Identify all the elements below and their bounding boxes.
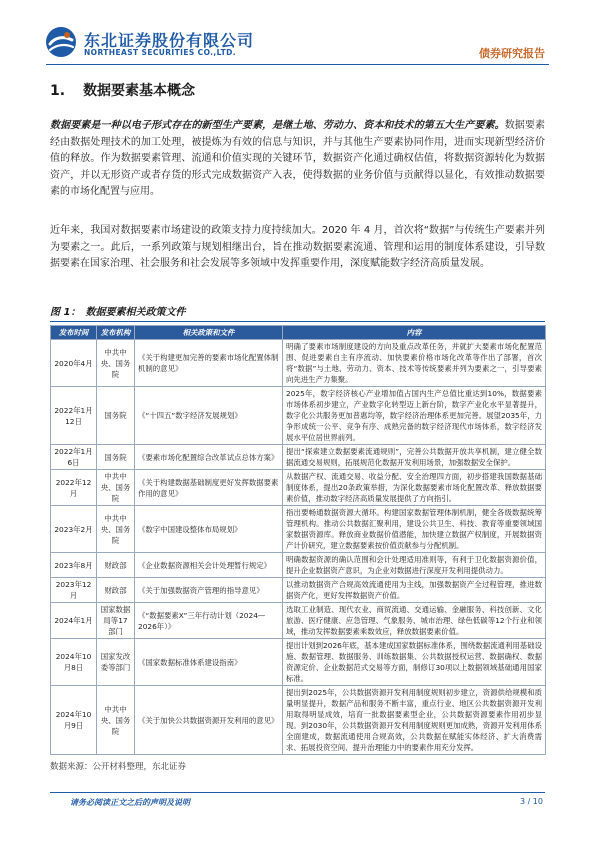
section-number: 1. [50,83,66,99]
row-agency: 国家发改委等部门 [97,639,135,686]
table-row [51,686,546,755]
row-content: 提出“探索建立数据要素流通规则”，完善公共数据开放共享机制，建立健全数据流通交易规则，拓展规范化数据开发利用场景，加强数据安全保护。 [283,445,546,470]
column-header-agency: 发布机构 [97,326,135,340]
table-row [51,553,546,578]
figure-label: 图 1： [50,307,81,318]
row-document: 《数字中国建设整体布局规划》 [135,506,283,553]
table-row [51,639,546,686]
row-content: 以推动数据资产合规高效流通使用为主线，加强数据资产全过程管理，推进数据资产化，更好发挥数据资产价值。 [283,578,546,603]
row-content: 明确了要素市场制度建设的方向及重点改革任务，并就扩大要素市场化配置范围、促进要素自主有序流动、加快要素价格市场化改革等作出了部署，首次将“数据”与土地、劳动力、资本、技术等传统要素并列为要素之一，引导要素向先进生产力集聚。 [283,340,546,387]
policy-paragraph [50,223,545,273]
row-date: 2020年4月 [51,340,97,387]
row-document: 《关于构建更加完善的要素市场化配置体制机制的意见》 [135,340,283,387]
row-date: 2023年12月 [51,578,97,603]
header-divider [46,64,549,65]
row-agency: 财政部 [97,553,135,578]
table-header-row [51,326,546,340]
table-row [51,603,546,639]
row-agency: 国家数据局等17部门 [97,603,135,639]
company-name-en: NORTHEAST SECURITIES CO.,LTD. [84,48,237,57]
table-row [51,387,546,445]
row-date: 2022年1月12日 [51,387,97,445]
column-header-document: 相关政策和文件 [135,326,283,340]
page-header [0,0,595,70]
row-date: 2022年12月 [51,470,97,506]
table-row [51,340,546,387]
column-header-content: 内容 [283,326,546,340]
row-document: 《国家数据标准体系建设指南》 [135,639,283,686]
row-document: 《关于构建数据基础制度更好发挥数据要素作用的意见》 [135,470,283,506]
row-date: 2023年2月 [51,506,97,553]
table-row [51,470,546,506]
row-content: 指出要畅通数据资源大循环。构建国家数据管理体制机制，健全各级数据统筹管理机构。推动公共数据汇聚利用，建设公共卫生、科技、教育等重要领域国家数据资源库。释放商业数据价值潜能，加快建立数据产权制度，开展数据资产计价研究，建立数据要素按价值贡献参与分配机制。 [283,506,546,553]
table-row [51,445,546,470]
row-document: 《“十四五”数字经济发展规划》 [135,387,283,445]
row-date: 2022年1月6日 [51,445,97,470]
row-document: 《关于加快公共数据资源开发利用的意见》 [135,686,283,755]
row-date: 2024年10月8日 [51,639,97,686]
row-agency: 中共中央、国务院 [97,686,135,755]
section-heading [50,80,195,100]
footer-divider [50,792,545,793]
company-name-cn: 东北证券股份有限公司 [84,31,255,50]
row-date: 2024年10月9日 [51,686,97,755]
table-source-note: 数据来源：公开材料整理，东北证券 [50,762,187,772]
row-content: 提出计划到2026年底，基本建成国家数据标准体系，围绕数据流通利用基础设施、数据管理、数据服务、训练数据集、公共数据授权运营、数据确权、数据资源定价、企业数据范式交易等方面，制修订30项以上数据领域基础通用国家标准。 [283,639,546,686]
footer-disclaimer: 请务必阅读正文之后的声明及说明 [70,798,190,807]
row-document: 《要素市场化配置综合改革试点总体方案》 [135,445,283,470]
figure-title [50,303,545,322]
table-row [51,506,546,553]
company-logo-icon [46,27,76,57]
row-document: 《关于加强数据资产管理的指导意见》 [135,578,283,603]
row-date: 2024年1月 [51,603,97,639]
column-header-date: 发布时间 [51,326,97,340]
row-document: 《“数据要素X”三年行动计划（2024—2026年）》 [135,603,283,639]
policy-body: 近年来，我国对数据要素市场建设的政策支持力度持续加大。2020 年 4 月，首次将“数据”与传统生产要素并列为要素之一。此后，一系列政策与规划相继出台，旨在推动数据要素流通、管理和运用的制度体系建设，引导数据要素在国家治理、社会服务和社会发展等多领域中发挥重要作用，深度赋能数字经济高质量发展。 [50,225,545,269]
row-agency: 国务院 [97,387,135,445]
intro-body: 数据要素经由数据处理技术的加工处理，被提炼为有效的信息与知识，并与其他生产要素协同作用，进而实现新型经济价值的释放。作为数据要素管理、流通和价值实现的关键环节，数据资产化通过确权估值，将数据资源转化为数据资产，并以无形资产或者存货的形式完成数据资产入表，使得数据的业务价值与贡献得以显化，有效推动数据要素的市场化配置与应用。 [50,120,546,197]
row-agency: 中共中央、国务院 [97,506,135,553]
row-agency: 中共中央、国务院 [97,340,135,387]
table-row [51,578,546,603]
intro-lead-sentence: 数据要素是一种以电子形式存在的新型生产要素，是继土地、劳动力、资本和技术的第五大生产要素。 [50,120,505,131]
page-number: 3 / 10 [519,797,543,806]
intro-paragraph [50,118,545,201]
row-content: 从数据产权、流通交易、收益分配、安全治理四方面，初步搭建我国数据基础制度体系，提出20条政策举措，为深化数据要素市场化配置改革、释放数据要素价值，推动数字经济高质量发展提供了方向指引。 [283,470,546,506]
row-content: 提出到2025年，公共数据资源开发利用制度规则初步建立，资源供给规模和质量明显提升，数据产品和服务不断丰富，重点行业、地区公共数据资源开发利用取得明显成效，培育一批数据要素型企业，公共数据资源要素作用初步显现。到2030年，公共数据资源开发利用制度规则更加成熟，资源开发利用体系全面建成，数据流通使用合规高效，公共数据在赋能实体经济、扩大消费需求、拓展投资空间、提升治理能力中的要素作用充分发挥。 [283,686,546,755]
row-date: 2023年8月 [51,553,97,578]
row-content: 明确数据资源的确认范围和会计处理适用准则等，有利于卫化数据资源价值，提升企业数据资产意识，为企业对数据进行深度开发利用提供动力。 [283,553,546,578]
figure-caption: 数据要素相关政策文件 [85,307,186,318]
row-agency: 中共中央、国务院 [97,470,135,506]
report-type-label: 债券研究报告 [479,47,545,60]
row-content: 选取工业制造、现代农业、商贸流通、交通运输、金融服务、科技创新、文化旅游、医疗健康、应急管理、气象服务、城市治理、绿色低碳等12个行业和领域，推动发挥数据要素乘数效应，释放数据要素价值。 [283,603,546,639]
row-content: 2025年，数字经济核心产业增加值占国内生产总值比重达到10%，数据要素市场体系初步建立，产业数字化转型迈上新台阶，数字产业化水平显著提升，数字化公共服务更加普惠均等，数字经济治理体系更加完善。展望2035年，力争形成统一公平、竞争有序、成熟完备的数字经济现代市场体系，数字经济发展水平位居世界前列。 [283,387,546,445]
row-agency: 国务院 [97,445,135,470]
policy-table [50,325,546,755]
row-document: 《企业数据资源相关会计处理暂行规定》 [135,553,283,578]
section-title: 数据要素基本概念 [83,83,196,99]
row-agency: 财政部 [97,578,135,603]
